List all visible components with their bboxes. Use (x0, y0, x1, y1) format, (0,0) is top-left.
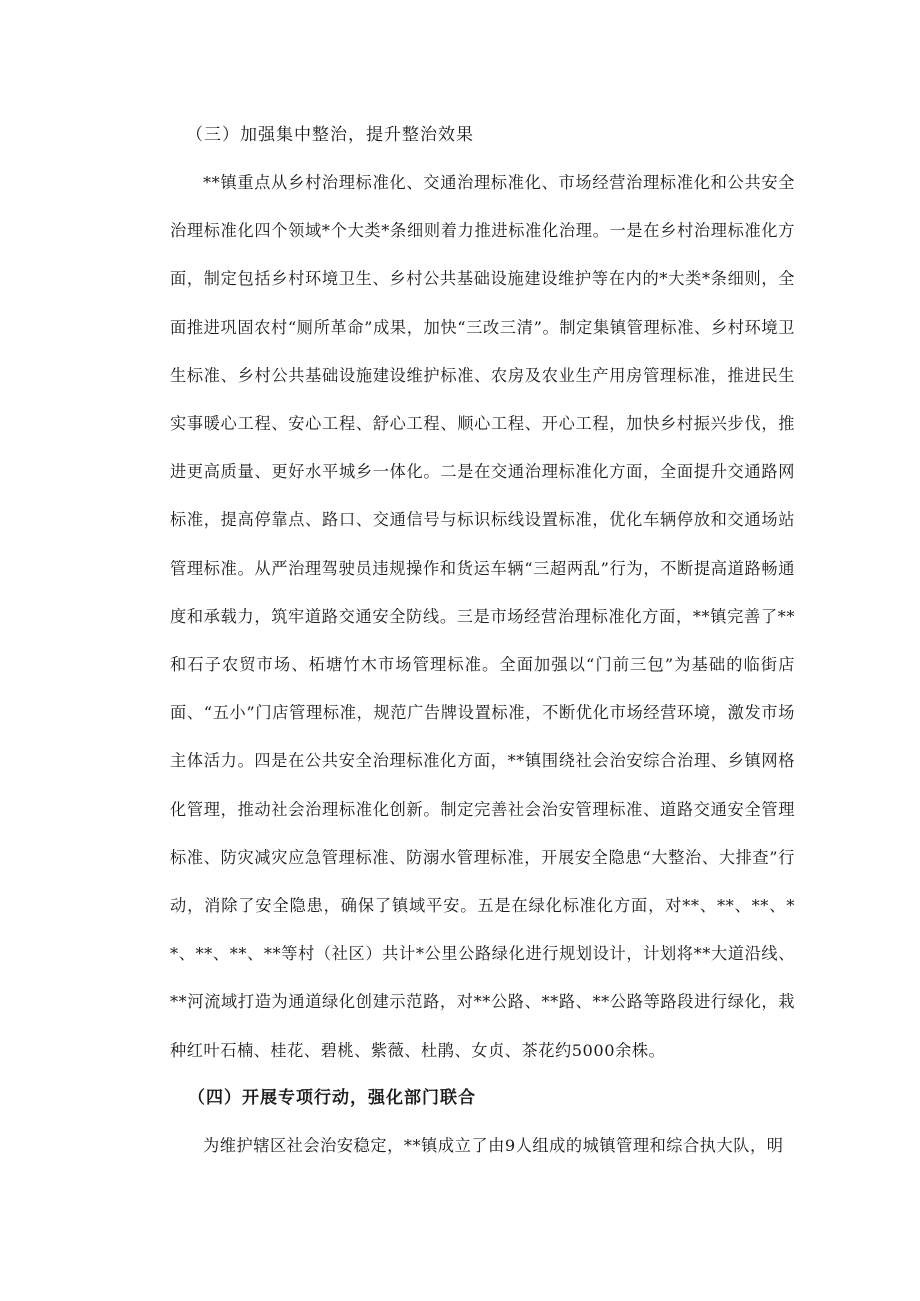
section-three-body: **镇重点从乡村治理标准化、交通治理标准化、市场经营治理标准化和公共安全治理标准化四个领域*个大类*条细则着力推进标准化治理。一是在乡村治理标准化方面，制定包括乡村环境卫生、乡村公共基础设施建设维护等在内的*大类*条细则，全面推进巩固农村“厕所革命”成果，加快“三改三清”。制定集镇管理标准、乡村环境卫生标准、乡村公共基础设施建设维护标准、农房及农业生产用房管理标准，推进民生实事暖心工程、安心工程、舒心工程、顺心工程、开心工程，加快乡村振兴步伐，推进更高质量、更好水平城乡一体化。二是在交通治理标准化方面，全面提升交通路网标准，提高停靠点、路口、交通信号与标识标线设置标准，优化车辆停放和交通场站管理标准。从严治理驾驶员违规操作和货运车辆“三超两乱”行为，不断提高道路畅通度和承载力，筑牢道路交通安全防线。三是市场经营治理标准化方面，**镇完善了**和石子农贸市场、柘塘竹木市场管理标准。全面加强以“门前三包”为基础的临街店面、“五小”门店管理标准，规范广告牌设置标准，不断优化市场经营环境，激发市场主体活力。四是在公共安全治理标准化方面，**镇围绕社会治安综合治理、乡镇网格化管理，推动社会治理标准化创新。制定完善社会治安管理标准、道路交通安全管理标准、防灾减灾应急管理标准、防溺水管理标准，开展安全隐患“大整治、大排查”行动，消除了安全隐患，确保了镇域平安。五是在绿化标准化方面，对**、**、**、**、**、**、**等村（社区）共计*公里公路绿化进行规划设计，计划将**大道沿线、**河流域打造为通道绿化创建示范路，对**公路、**路、**公路等路段进行绿化，栽种红叶石楠、桂花、碧桃、紫薇、杜鹃、女贞、茶花约5000余株。 (170, 173, 795, 1060)
document-content (170, 112, 795, 1170)
section-four-heading: （四）开展专项行动，强化部门联合 (188, 1087, 476, 1108)
section-three-heading: （三）加强集中整治，提升整治效果 (186, 125, 474, 145)
section-four-body: 为维护辖区社会治安稳定，**镇成立了由9人组成的城镇管理和综合执大队，明 (203, 1135, 784, 1155)
